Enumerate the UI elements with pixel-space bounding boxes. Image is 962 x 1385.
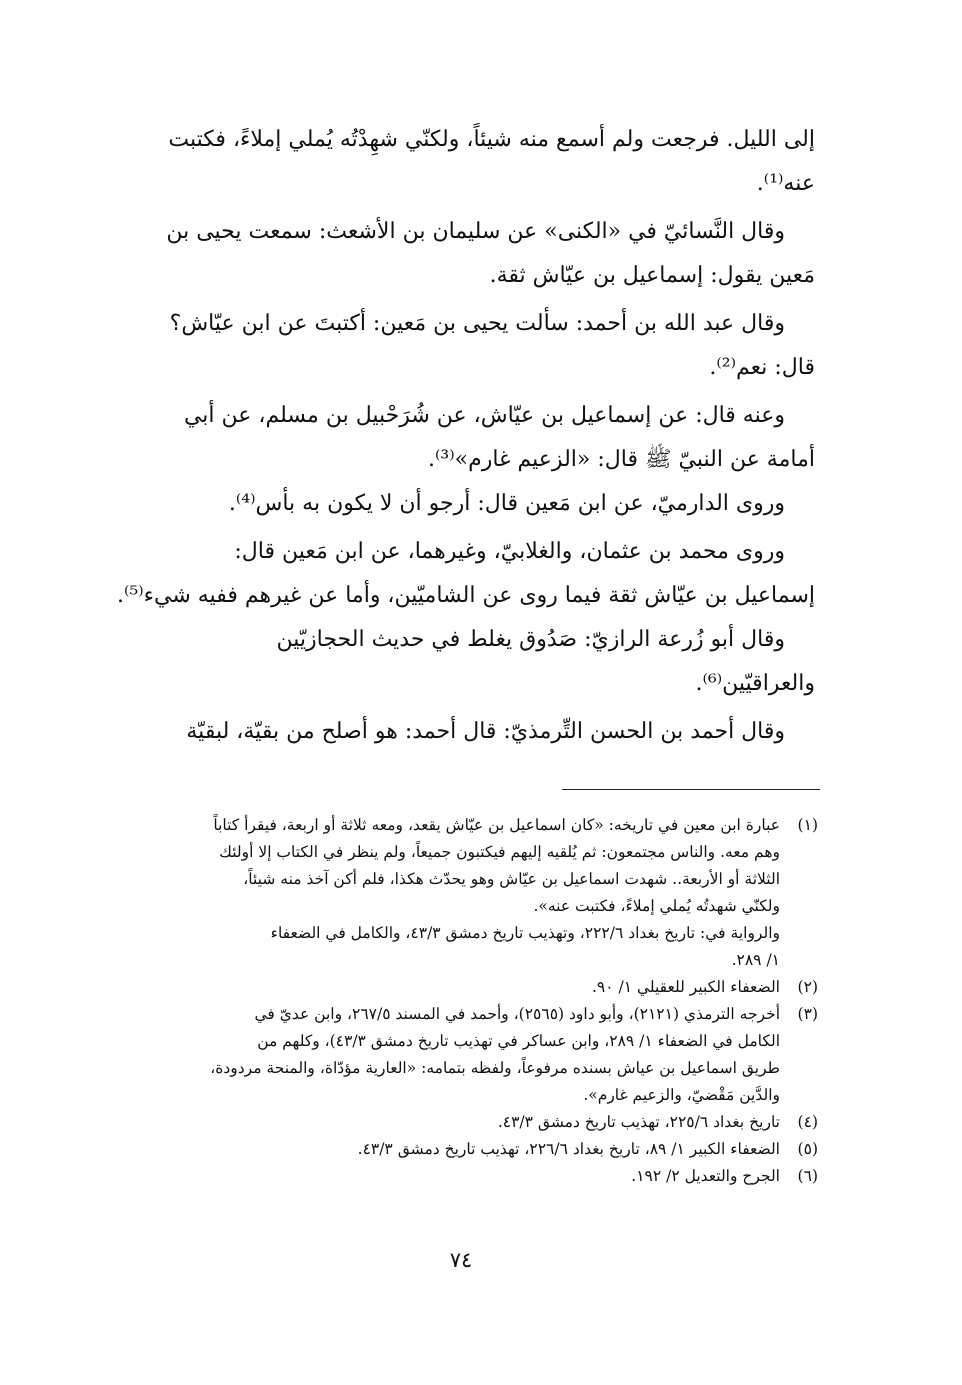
footnote-text: الثلاثة أو الأربعة.. شهدت اسماعيل بن عيّاش وهو يحدّث هكذا، فلم أكن آخذ منه شيئاً، [243,870,780,888]
footnote-number: (٣) [797,1005,818,1023]
footnote-number: (٥) [797,1140,818,1158]
footnote-3 [118,1001,818,1028]
text-line: قال: نعم⁽²⁾. [709,355,815,380]
footnotes [118,812,818,1190]
text-line: مَعين يقول: إسماعيل بن عيّاش ثقة. [489,263,815,288]
text-line: وروى محمد بن عثمان، والغلابيّ، وغيرهما، عن ابن مَعين قال: [234,539,785,564]
footnote-text: ولكنّي شهدتُه يُملي إملاءً، فكتبت عنه». [533,897,780,915]
text-line: وروى الدارميّ، عن ابن مَعين قال: أرجو أن لا يكون به بأس⁽⁴⁾. [228,491,785,516]
footnote-text: تاريخ بغداد ٢٢٥/٦، تهذيب تاريخ دمشق ٤٣/٣. [497,1113,780,1131]
text-line: أمامة عن النبيّ ﷺ قال: «الزعيم غارم»⁽³⁾. [427,447,815,472]
footnote-text: ١/ ٢٨٩. [731,951,780,969]
text-line: وقال عبد الله بن أحمد: سألت يحيى بن مَعين: أكتبتَ عن ابن عيّاش؟ [169,311,785,336]
footnote-number: (٢) [797,978,818,996]
footnote-number: (١) [797,816,818,834]
page-number: ٧٤ [449,1248,473,1272]
footnote-text: الضعفاء الكبير ١/ ٨٩، تاريخ بغداد ٢٢٦/٦، تهذيب تاريخ دمشق ٤٣/٣. [357,1140,780,1158]
footnote-text: أخرجه الترمذي (٢١٢١)، وأبو داود (٢٥٦٥)، وأحمد في المسند ٢٦٧/٥، وابن عديّ في [254,1005,780,1023]
footnote-5 [118,1136,818,1163]
footnote-text: الكامل في الضعفاء ١/ ٢٨٩، وابن عساكر في تهذيب تاريخ دمشق ٤٣/٣)، وكلهم من [257,1032,780,1050]
footnote-text: عبارة ابن معين في تاريخه: «كان اسماعيل بن عيّاش يقعد، ومعه ثلاثة أو اربعة، فيقرأ كتاباً [213,816,780,834]
footnote-text: الجرح والتعديل ٢/ ١٩٢. [631,1167,780,1185]
main-text [117,118,815,754]
footnote-1 [118,812,818,839]
footnote-6 [118,1163,818,1190]
footnote-text: طريق اسماعيل بن عياش بسنده مرفوعاً، ولفظه بتمامه: «العارية مؤدّاة، والمنحة مردودة، [210,1059,780,1077]
text-line: عنه⁽¹⁾. [756,171,815,196]
footnote-separator [562,789,820,790]
text-line: إسماعيل بن عيّاش ثقة فيما روى عن الشاميّين، وأما عن غيرهم ففيه شيء⁽⁵⁾. [117,583,815,608]
footnote-2 [118,974,818,1001]
text-line: وعنه قال: عن إسماعيل بن عيّاش، عن شُرَحْبيل بن مسلم، عن أبي [183,403,785,428]
text-line: إلى الليل. فرجعت ولم أسمع منه شيئاً، ولكنّي شهِدْتُه يُملي إملاءً، فكتبت [168,127,815,152]
footnote-number: (٤) [797,1113,818,1131]
footnote-text: الضعفاء الكبير للعقيلي ١/ ٩٠. [591,978,780,996]
footnote-text: وهم معه. والناس مجتمعون: ثم يُلقيه إليهم فيكتبون جميعاً، ولم ينظر في الكتاب إلا أولئك [219,843,780,861]
text-line: والعراقيّين⁽⁶⁾. [695,671,815,696]
text-line: وقال أحمد بن الحسن التِّرمذيّ: قال أحمد: هو أصلح من بقيّة، لبقيّة [186,719,785,744]
footnote-4 [118,1109,818,1136]
footnote-number: (٦) [797,1167,818,1185]
footnote-text: والرواية في: تاريخ بغداد ٢٢٢/٦، وتهذيب تاريخ دمشق ٤٣/٣، والكامل في الضعفاء [270,924,780,942]
text-line: وقال أبو زُرعة الرازيّ: صَدُوق يغلط في حديث الحجازيّين [276,627,785,652]
text-line: وقال النَّسائيّ في «الكنى» عن سليمان بن الأشعث: سمعت يحيى بن [166,219,785,244]
footnote-text: والدَّين مَقْضيّ، والزعيم غارم». [583,1086,780,1104]
